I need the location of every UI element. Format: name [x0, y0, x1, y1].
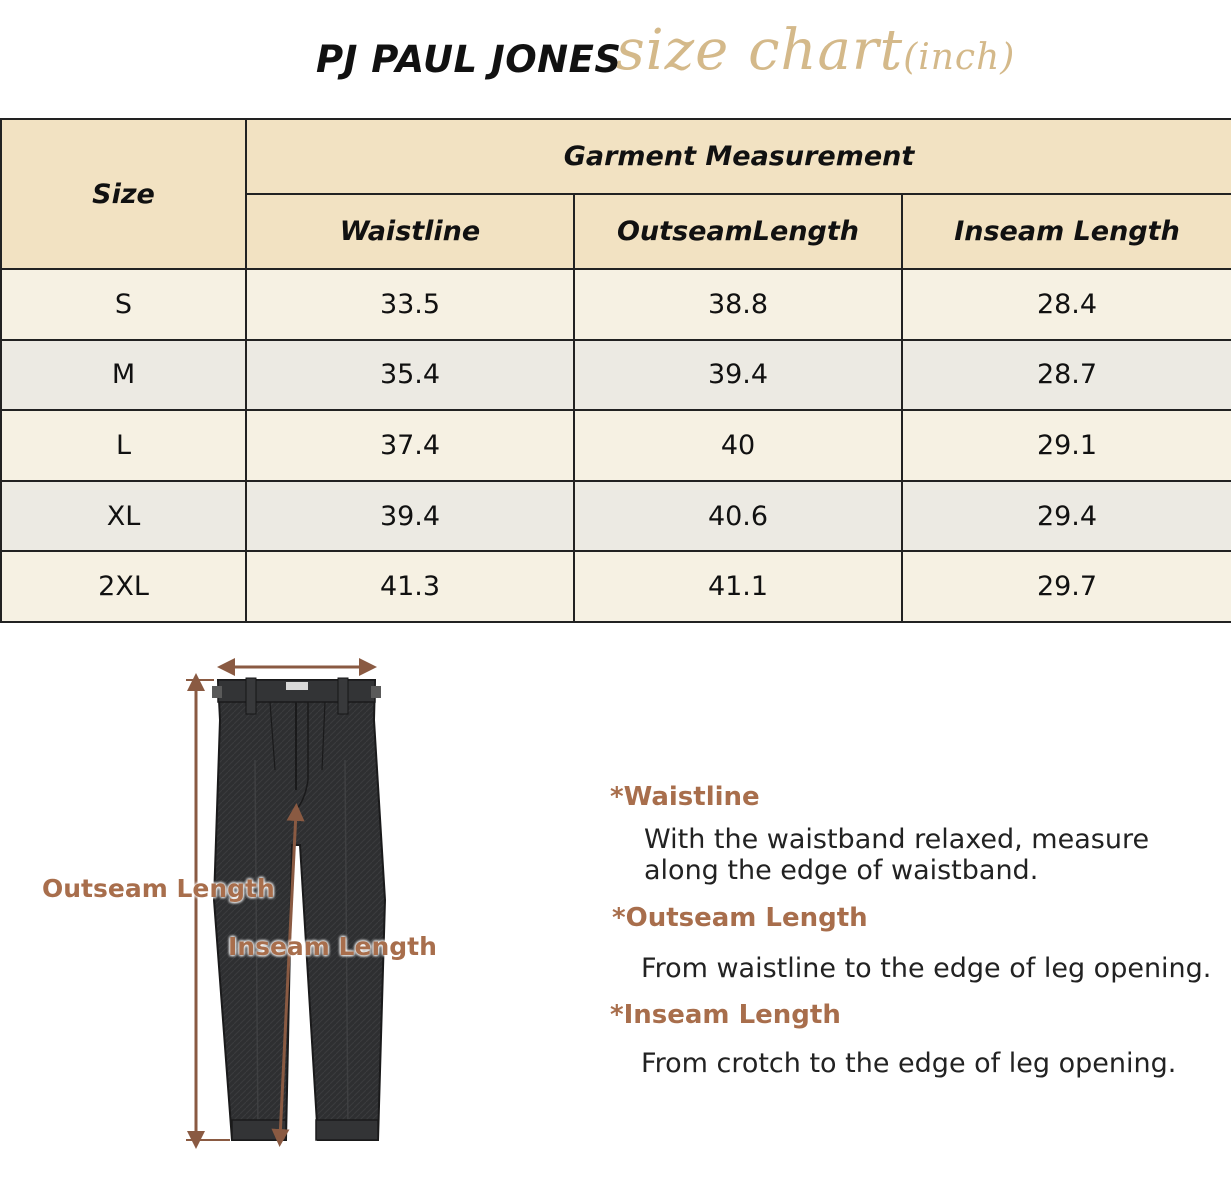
chart-unit: (inch) [903, 37, 1016, 78]
column-header-waistline: Waistline [246, 194, 574, 269]
outseam-cell: 41.1 [574, 551, 902, 622]
table-row [1, 481, 1231, 552]
outseam-cell: 38.8 [574, 269, 902, 340]
table-row [1, 269, 1231, 340]
inseam-cell: 28.7 [902, 340, 1231, 411]
waistline-desc-line-2: along the edge of waistband. [644, 855, 1039, 886]
pants-diagram [0, 640, 600, 1176]
outseam-title: *Outseam Length [612, 903, 868, 933]
chart-title-text: size chart [616, 18, 904, 83]
pants-shape [212, 678, 385, 1140]
table-row [1, 410, 1231, 481]
size-cell: S [1, 269, 246, 340]
garment-measurement-header: Garment Measurement [246, 119, 1231, 194]
inseam-cell: 28.4 [902, 269, 1231, 340]
chart-title [616, 18, 1015, 83]
inseam-cell: 29.1 [902, 410, 1231, 481]
outseam-cell: 40.6 [574, 481, 902, 552]
size-cell: L [1, 410, 246, 481]
outseam-cell: 39.4 [574, 340, 902, 411]
inseam-length-label: Inseam Length [228, 932, 437, 961]
inseam-title: *Inseam Length [610, 1000, 841, 1030]
waistline-desc-line-1: With the waistband relaxed, measure [644, 824, 1150, 855]
waistline-cell: 37.4 [246, 410, 574, 481]
pants-illustration [0, 640, 600, 1176]
table-row [1, 551, 1231, 622]
outseam-desc: From waistline to the edge of leg opening. [641, 953, 1212, 984]
waistline-title: *Waistline [610, 782, 760, 812]
size-cell: XL [1, 481, 246, 552]
outseam-length-label: Outseam Length [42, 874, 275, 903]
brand-name: PJ PAUL JONES [316, 38, 622, 81]
waistline-cell: 35.4 [246, 340, 574, 411]
column-header-outseam: OutseamLength [574, 194, 902, 269]
page-header [0, 0, 1231, 118]
waistline-cell: 39.4 [246, 481, 574, 552]
table-row [1, 340, 1231, 411]
size-header: Size [1, 119, 246, 269]
size-chart-table [0, 118, 1231, 623]
waistline-cell: 41.3 [246, 551, 574, 622]
column-header-inseam: Inseam Length [902, 194, 1231, 269]
inseam-cell: 29.4 [902, 481, 1231, 552]
size-cell: M [1, 340, 246, 411]
inseam-cell: 29.7 [902, 551, 1231, 622]
waistline-cell: 33.5 [246, 269, 574, 340]
inseam-desc: From crotch to the edge of leg opening. [641, 1048, 1177, 1079]
size-cell: 2XL [1, 551, 246, 622]
outseam-cell: 40 [574, 410, 902, 481]
